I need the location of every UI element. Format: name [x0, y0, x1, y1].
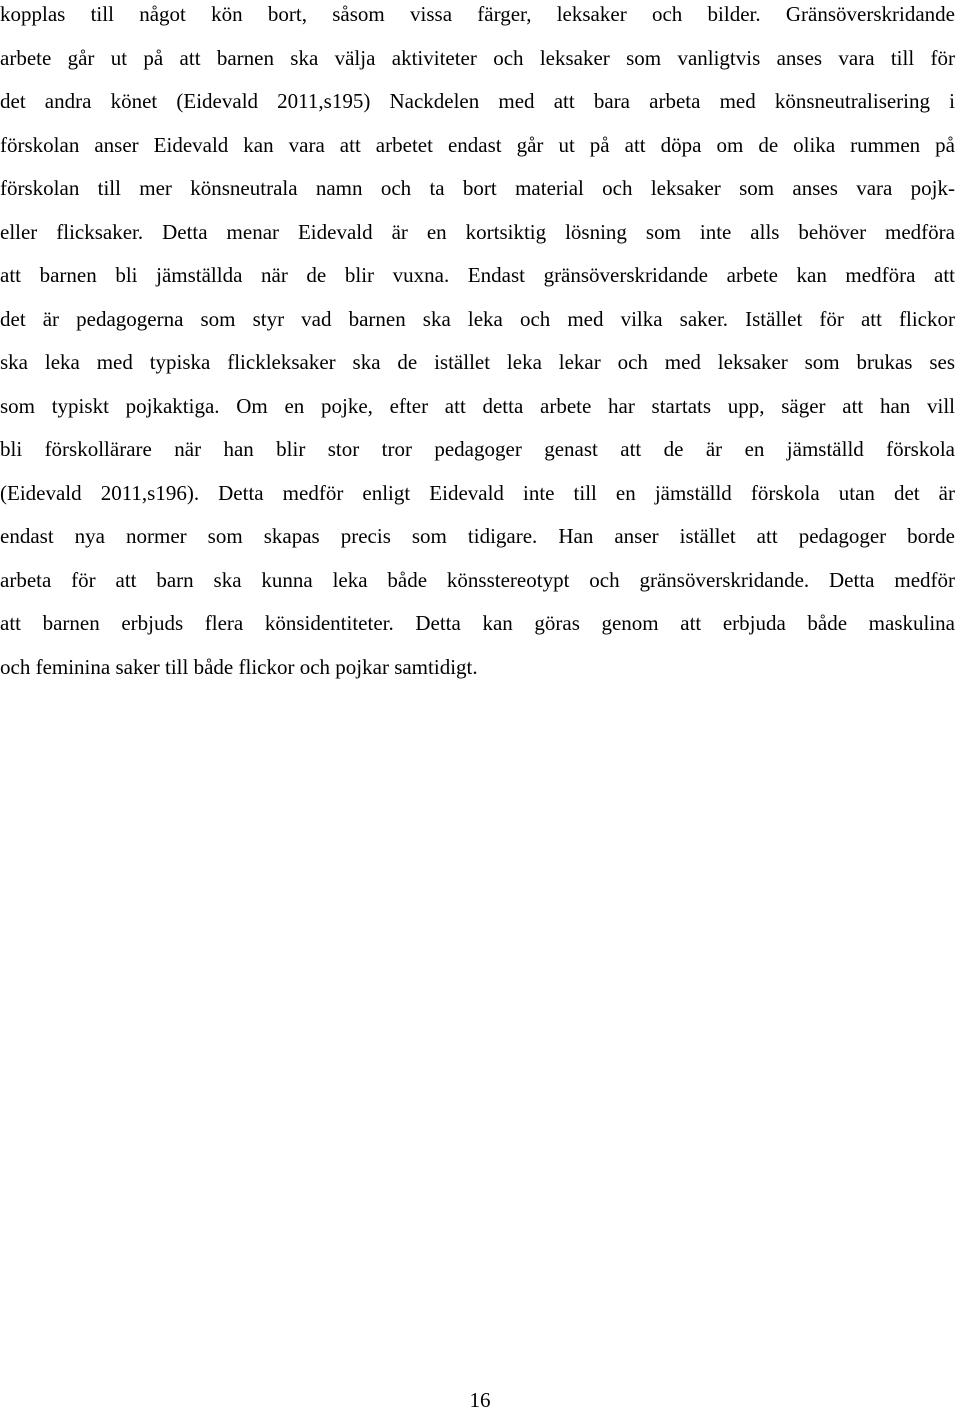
text-line-16: och feminina saker till både flickor och pojkar samtidigt.	[0, 654, 478, 679]
text-line-9: ska leka med typiska flickleksaker ska de istället leka lekar och med leksaker som brukas ses	[0, 350, 955, 374]
text-line-11: bli förskollärare när han blir stor tror pedagoger genast att de är en jämställd förskola	[0, 437, 955, 461]
text-line-6: eller flicksaker. Detta menar Eidevald är en kortsiktig lösning som inte alls behöver medföra	[0, 219, 955, 244]
text-line-2: arbete går ut på att barnen ska välja aktiviteter och leksaker som vanligtvis anses vara till för	[0, 45, 955, 70]
text-line-12: (Eidevald 2011,s196). Detta medför enligt Eidevald inte till en jämställd förskola utan det är	[0, 480, 955, 505]
text-line-10: som typiskt pojkaktiga. Om en pojke, efter att detta arbete har startats upp, säger att han vill	[0, 393, 955, 418]
text-line-15: att barnen erbjuds flera könsidentiteter. Detta kan göras genom att erbjuda både maskulina	[0, 611, 955, 635]
text-line-7: att barnen bli jämställda när de blir vuxna. Endast gränsöverskridande arbete kan medföra att	[0, 263, 955, 287]
page-number: 16	[469, 1388, 491, 1412]
text-line-5: förskolan till mer könsneutrala namn och ta bort material och leksaker som anses vara pojk-	[0, 176, 955, 200]
text-line-14: arbeta för att barn ska kunna leka både könsstereotypt och gränsöverskridande. Detta medför	[0, 567, 955, 592]
text-line-1: kopplas till något kön bort, såsom vissa färger, leksaker och bilder. Gränsöverskridande	[0, 2, 955, 26]
text-line-8: det är pedagogerna som styr vad barnen ska leka och med vilka saker. Istället för att flickor	[0, 306, 955, 331]
text-line-3: det andra könet (Eidevald 2011,s195) Nackdelen med att bara arbeta med könsneutralisering i	[0, 89, 955, 113]
text-line-13: endast nya normer som skapas precis som tidigare. Han anser istället att pedagoger borde	[0, 524, 955, 548]
text-line-4: förskolan anser Eidevald kan vara att arbetet endast går ut på att döpa om de olika rummen på	[0, 132, 955, 157]
